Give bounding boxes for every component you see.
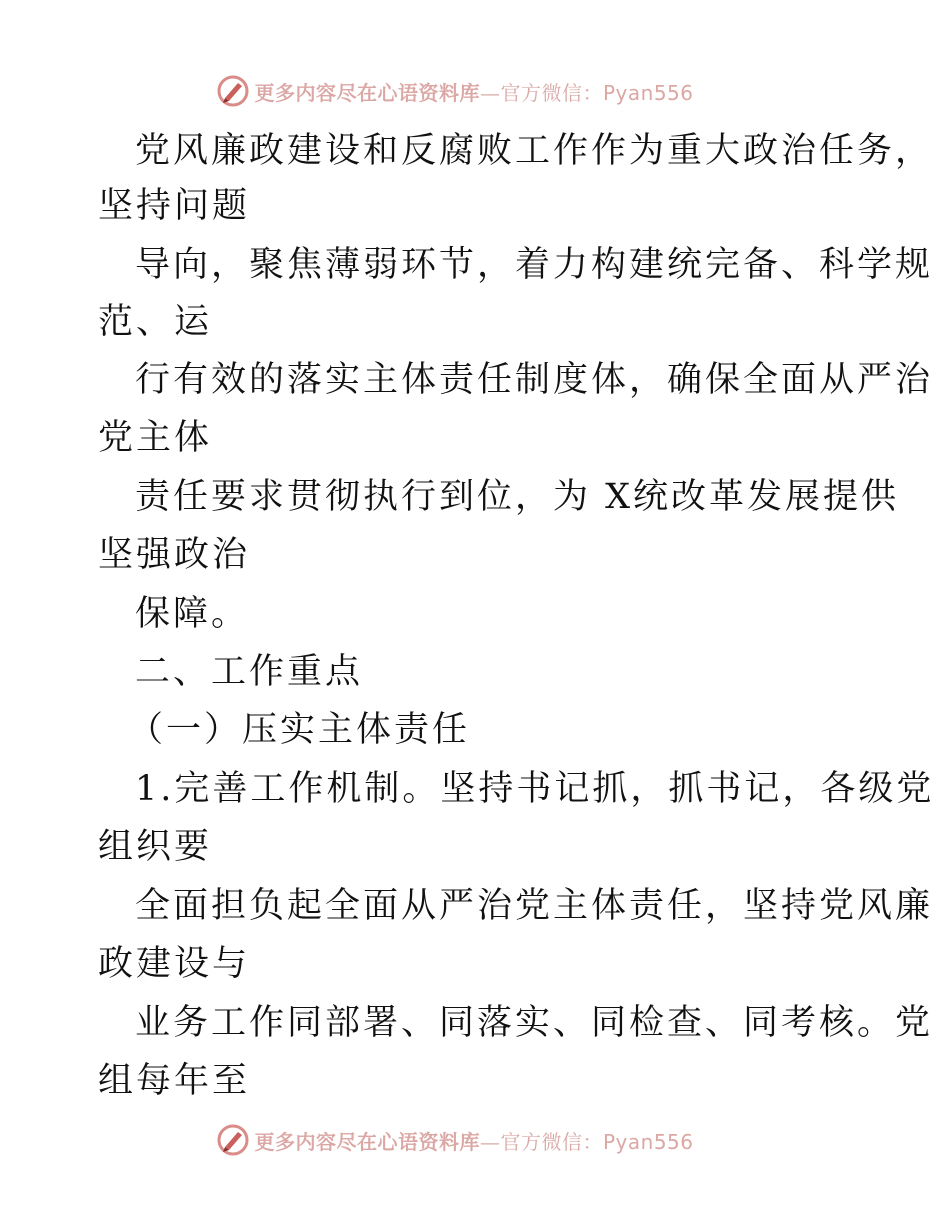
header-watermark <box>0 71 950 111</box>
watermark-brand: 更多内容尽在心语资料库 <box>254 80 480 105</box>
paragraph-line: 全面担负起全面从严治党主体责任，坚持党风廉 <box>135 886 934 926</box>
watermark-suffix: 官方微信： <box>500 80 603 105</box>
paragraph-line: 1.完善工作机制。坚持书记抓，抓书记，各级党 <box>135 769 935 809</box>
paragraph-line: 保障。 <box>135 594 250 634</box>
watermark-dash: — <box>479 80 501 105</box>
footer-watermark <box>0 1120 950 1160</box>
paragraph-line: 责任要求贯彻执行到位，为 X统改革发展提供 <box>135 477 900 517</box>
watermark-suffix: 官方微信： <box>500 1129 603 1154</box>
paragraph-line: 党主体 <box>98 418 213 458</box>
section-heading: 二、工作重点 <box>135 652 364 692</box>
watermark-handle: Pyan556 <box>602 80 694 105</box>
watermark-brand: 更多内容尽在心语资料库 <box>254 1129 480 1154</box>
paragraph-line: 业务工作同部署、同落实、同检查、同考核。党 <box>135 1003 934 1043</box>
paragraph-line: 政建设与 <box>98 944 251 984</box>
subsection-heading: （一）压实主体责任 <box>128 710 471 750</box>
paragraph-line: 坚持问题 <box>98 186 251 226</box>
paragraph-line: 党风廉政建设和反腐败工作作为重大政治任务， <box>135 131 934 171</box>
paragraph-line: 组每年至 <box>98 1061 251 1101</box>
paragraph-line: 范、运 <box>98 302 213 342</box>
paragraph-line: 行有效的落实主体责任制度体，确保全面从严治 <box>135 360 934 400</box>
watermark-text <box>254 1126 693 1155</box>
pen-logo-icon <box>216 74 250 108</box>
watermark-text <box>254 77 693 106</box>
watermark-handle: Pyan556 <box>602 1129 694 1154</box>
paragraph-line: 坚强政治 <box>98 535 251 575</box>
watermark-dash: — <box>479 1129 501 1154</box>
pen-logo-icon <box>216 1123 250 1157</box>
paragraph-line: 导向，聚焦薄弱环节，着力构建统完备、科学规 <box>135 245 934 285</box>
paragraph-line: 组织要 <box>98 827 213 867</box>
